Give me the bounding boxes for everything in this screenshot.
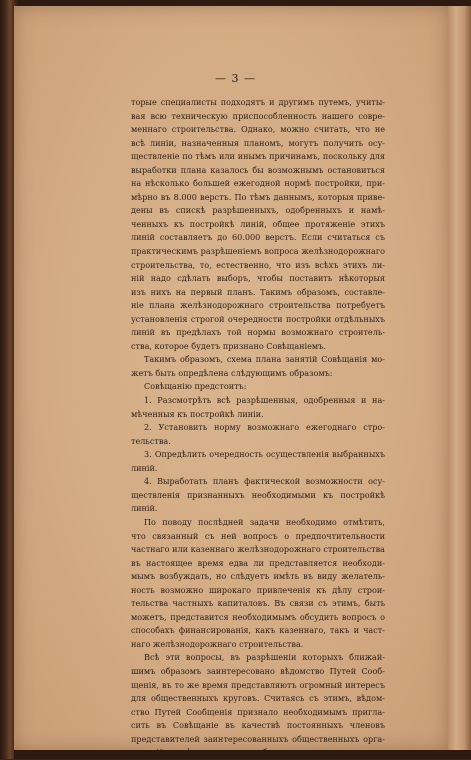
text-line: ность возможно широкаго привлеченія къ дѣлу строи-: [131, 584, 385, 595]
text-line: низацій, желѣзнодорожныхъ обществъ и науки.: [131, 747, 338, 758]
page-fold-edge: [448, 6, 471, 750]
text-line: линій въ предѣлахъ той нормы возможнаго строитель-: [131, 327, 385, 338]
text-line: представителей заинтересованныхъ общественныхъ орга-: [131, 733, 385, 744]
text-line: мѣченныя къ постройкѣ линіи.: [131, 408, 264, 419]
text-line: Совѣщанію предстоитъ:: [144, 381, 247, 392]
text-line: ній надо сдѣлать выборъ, чтобы поставить нѣкоторыя: [131, 273, 385, 284]
text-line: вая всю техническую приспособленность нашего совре-: [131, 110, 385, 121]
text-line: линій.: [131, 503, 158, 514]
text-line: что связанный съ ней вопросъ о предпочтительности: [131, 530, 385, 541]
text-line: шимъ образомъ заинтересовано вѣдомство Путей Сооб-: [131, 665, 385, 676]
text-line: дены въ спискѣ разрѣшенныхъ, одобренныхъ и намѣ-: [131, 205, 385, 216]
page-body-text: [131, 96, 385, 760]
text-line: щенія, въ то же время представляютъ огромный интересъ: [131, 679, 385, 690]
text-line: По поводу послѣдней задачи необходимо отмѣтить,: [144, 516, 385, 527]
text-line: можетъ, представится необходимымъ обсудить вопросъ о: [131, 611, 385, 622]
text-line: линій составляетъ до 60.000 верстъ. Если считаться съ: [131, 232, 385, 243]
text-line: установленія строгой очередности постройки отдѣльныхъ: [131, 313, 385, 324]
text-line: Всѣ эти вопросы, въ разрѣшеніи которыхъ ближай-: [144, 652, 385, 663]
text-line: 2. Установить норму возможнаго ежегоднаго стро-: [144, 422, 385, 433]
text-line: тельства частныхъ капиталовъ. Въ связи съ этимъ, быть: [131, 598, 385, 609]
text-line: ніе плана желѣзнодорожнаго строительства потребуетъ: [131, 300, 385, 311]
text-line: ществленія признанныхъ необходимыми къ постройкѣ: [131, 489, 385, 500]
text-line: строительства, то, естественно, что изъ всѣхъ этихъ ли-: [131, 259, 385, 270]
text-line: Такимъ образомъ, схема плана занятій Совѣщанія мо-: [144, 354, 385, 365]
text-line: сить въ Совѣщаніе въ качествѣ постоянныхъ членовъ: [131, 720, 385, 731]
text-line: ществленіе по тѣмъ или инымъ причинамъ, поскольку для: [131, 151, 385, 162]
text-line: для общественныхъ круговъ. Считаясь съ этимъ, вѣдом-: [131, 693, 385, 704]
text-line: ченныхъ къ постройкѣ линій, общее протяженіе этихъ: [131, 218, 385, 229]
text-line: всѣ линіи, назначенныя планомъ, могутъ получить осу-: [131, 137, 385, 148]
text-line: частнаго или казеннаго желѣзнодорожнаго строительства: [131, 544, 385, 555]
text-line: изъ нихъ на первый планъ. Такимъ образомъ, составле-: [131, 286, 385, 297]
text-line: наго желѣзнодорожнаго строительства.: [131, 638, 304, 649]
text-line: мымъ возбуждать, но слѣдуетъ имѣть въ виду желатель-: [131, 571, 385, 582]
text-line: на нѣсколько большей ежегодной нормѣ постройки, при-: [131, 178, 385, 189]
text-line: меннаго строительства. Однако, можно считать, что не: [131, 124, 385, 135]
text-line: практическимъ разрѣшеніемъ вопроса желѣзнодорожнаго: [131, 246, 385, 257]
text-line: способахъ финансированія, какъ казеннаго, такъ и част-: [131, 625, 385, 636]
text-line: въ настоящее время едва ли представляется необходи-: [131, 557, 385, 568]
text-line: торые специалисты подходятъ и другимъ путемъ, учиты-: [131, 97, 385, 107]
page-number: — 3 —: [215, 72, 256, 85]
text-line: жетъ быть опредѣлена слѣдующимъ образомъ:: [131, 367, 333, 378]
text-line: тельства.: [131, 435, 171, 446]
text-line: 3. Опредѣлить очередность осуществленія выбранныхъ: [144, 449, 385, 460]
text-line: выработки плана казалось бы возможнымъ остановиться: [131, 164, 385, 175]
text-line: мѣрно въ 8.000 верстъ. По тѣмъ даннымъ, которыя приве-: [131, 191, 385, 202]
text-line: ство Путей Сообщенія признало необходимымъ пригла-: [131, 706, 385, 717]
text-line: линій.: [131, 462, 158, 473]
text-line: 1. Разсмотрѣть всѣ разрѣшенныя, одобренныя и на-: [144, 395, 385, 406]
text-line: 4. Выработать планъ фактической возможности осу-: [144, 476, 385, 487]
text-line: ства, которое будетъ признано Совѣщаніемъ.: [131, 340, 326, 351]
